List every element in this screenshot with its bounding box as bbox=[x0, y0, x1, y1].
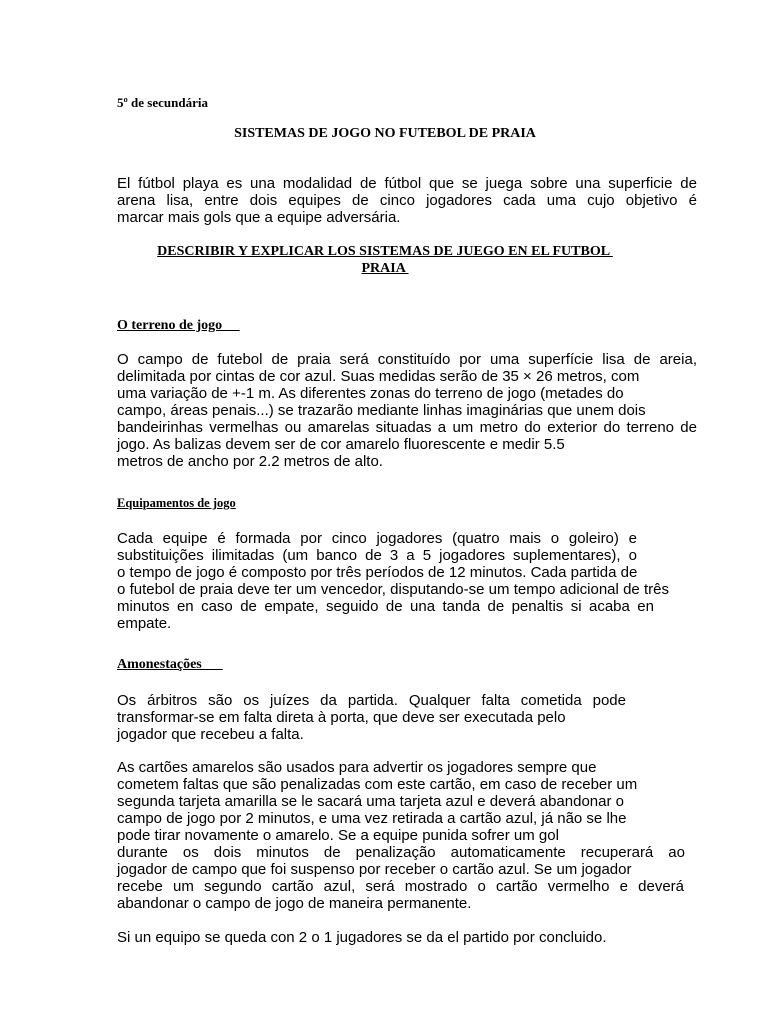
text-line: campo, áreas penais...) se trazarão mediante linhas imaginárias que unem dois bbox=[117, 402, 646, 419]
text-line: o tempo de jogo é composto por três períodos de 12 minutos. Cada partida de bbox=[117, 564, 638, 581]
text-line: recebe um segundo cartão azul, será mostrado o cartão vermelho e deverá bbox=[117, 878, 684, 895]
subtitle-line: DESCRIBIR Y EXPLICAR LOS SISTEMAS DE JUEGO EN EL FUTBOL bbox=[157, 244, 613, 259]
text-line: uma variação de +-1 m. As diferentes zonas do terreno de jogo (metades do bbox=[117, 385, 624, 402]
text-line: transformar-se em falta direta à porta, que deve ser executada pelo bbox=[117, 709, 566, 726]
text-line: jogador de campo que foi suspenso por receber o cartão azul. Se um jogador bbox=[117, 861, 632, 878]
paragraph-amonestacoes-1 bbox=[117, 692, 697, 743]
paragraph-amonestacoes-2 bbox=[117, 759, 697, 912]
paragraph-amonestacoes-3 bbox=[117, 929, 697, 946]
heading-terreno bbox=[117, 318, 240, 334]
text-line: abandonar o campo de jogo de maneira permanente. bbox=[117, 895, 472, 912]
text-line: marcar mais gols que a equipe adversária. bbox=[117, 209, 401, 226]
text-line: segunda tarjeta amarilla se le sacará uma tarjeta azul e deverá abandonar o bbox=[117, 793, 624, 810]
text-line: pode tirar novamente o amarelo. Se a equipe punida sofrer um gol bbox=[117, 827, 559, 844]
text-line: Si un equipo se queda con 2 o 1 jugadores se da el partido por concluido. bbox=[117, 929, 607, 946]
text-line: jogo. As balizas devem ser de cor amarelo fluorescente e medir 5.5 bbox=[117, 436, 565, 453]
text-line: minutos en caso de empate, seguido de una tanda de penaltis si acaba en bbox=[117, 598, 654, 615]
text-line: jogador que recebeu a falta. bbox=[117, 726, 304, 743]
text-line: substituições ilimitadas (um banco de 3 a 5 jogadores suplementares), o bbox=[117, 547, 637, 564]
text-line: cometem faltas que são penalizadas com este cartão, em caso de receber um bbox=[117, 776, 638, 793]
text-line: durante os dois minutos de penalização automaticamente recuperará ao bbox=[117, 844, 685, 861]
text-line: delimitada por cintas de cor azul. Suas medidas serão de 35 × 26 metros, com bbox=[117, 368, 640, 385]
heading-text: Amonestações bbox=[117, 657, 223, 672]
intro-paragraph bbox=[117, 175, 697, 226]
grade-label: 5º de secundária bbox=[117, 95, 208, 110]
text-line: El fútbol playa es una modalidad de fútbol que se juega sobre una superficie de bbox=[117, 175, 697, 192]
heading-amonestacoes bbox=[117, 657, 223, 673]
text-line: Os árbitros são os juízes da partida. Qualquer falta cometida pode bbox=[117, 692, 626, 709]
paragraph-terreno bbox=[117, 351, 697, 470]
text-line: arena lisa, entre dois equipes de cinco jogadores cada uma cujo objetivo é bbox=[117, 192, 697, 209]
text-line: o futebol de praia deve ter um vencedor, disputando-se um tempo adicional de três bbox=[117, 581, 669, 598]
subtitle-line: PRAIA bbox=[361, 261, 409, 276]
text-line: Cada equipe é formada por cinco jogadores (quatro mais o goleiro) e bbox=[117, 530, 637, 547]
text-line: bandeirinhas vermelhas ou amarelas situadas a um metro do exterior do terreno de bbox=[117, 419, 697, 436]
document-title: SISTEMAS DE JOGO NO FUTEBOL DE PRAIA bbox=[234, 126, 536, 141]
text-line: campo de jogo por 2 minutos, e uma vez retirada a cartão azul, já não se lhe bbox=[117, 810, 627, 827]
paragraph-equipamentos bbox=[117, 530, 697, 632]
heading-text: O terreno de jogo bbox=[117, 318, 240, 333]
heading-equipamentos bbox=[117, 496, 236, 511]
text-line: As cartões amarelos são usados para advertir os jogadores sempre que bbox=[117, 759, 597, 776]
text-line: empate. bbox=[117, 615, 172, 632]
text-line: O campo de futebol de praia será constituído por uma superfície lisa de areia, bbox=[117, 351, 697, 368]
section-subtitle bbox=[120, 243, 650, 277]
heading-text: Equipamentos de jogo bbox=[117, 496, 236, 510]
text-line: metros de ancho por 2.2 metros de alto. bbox=[117, 453, 383, 470]
